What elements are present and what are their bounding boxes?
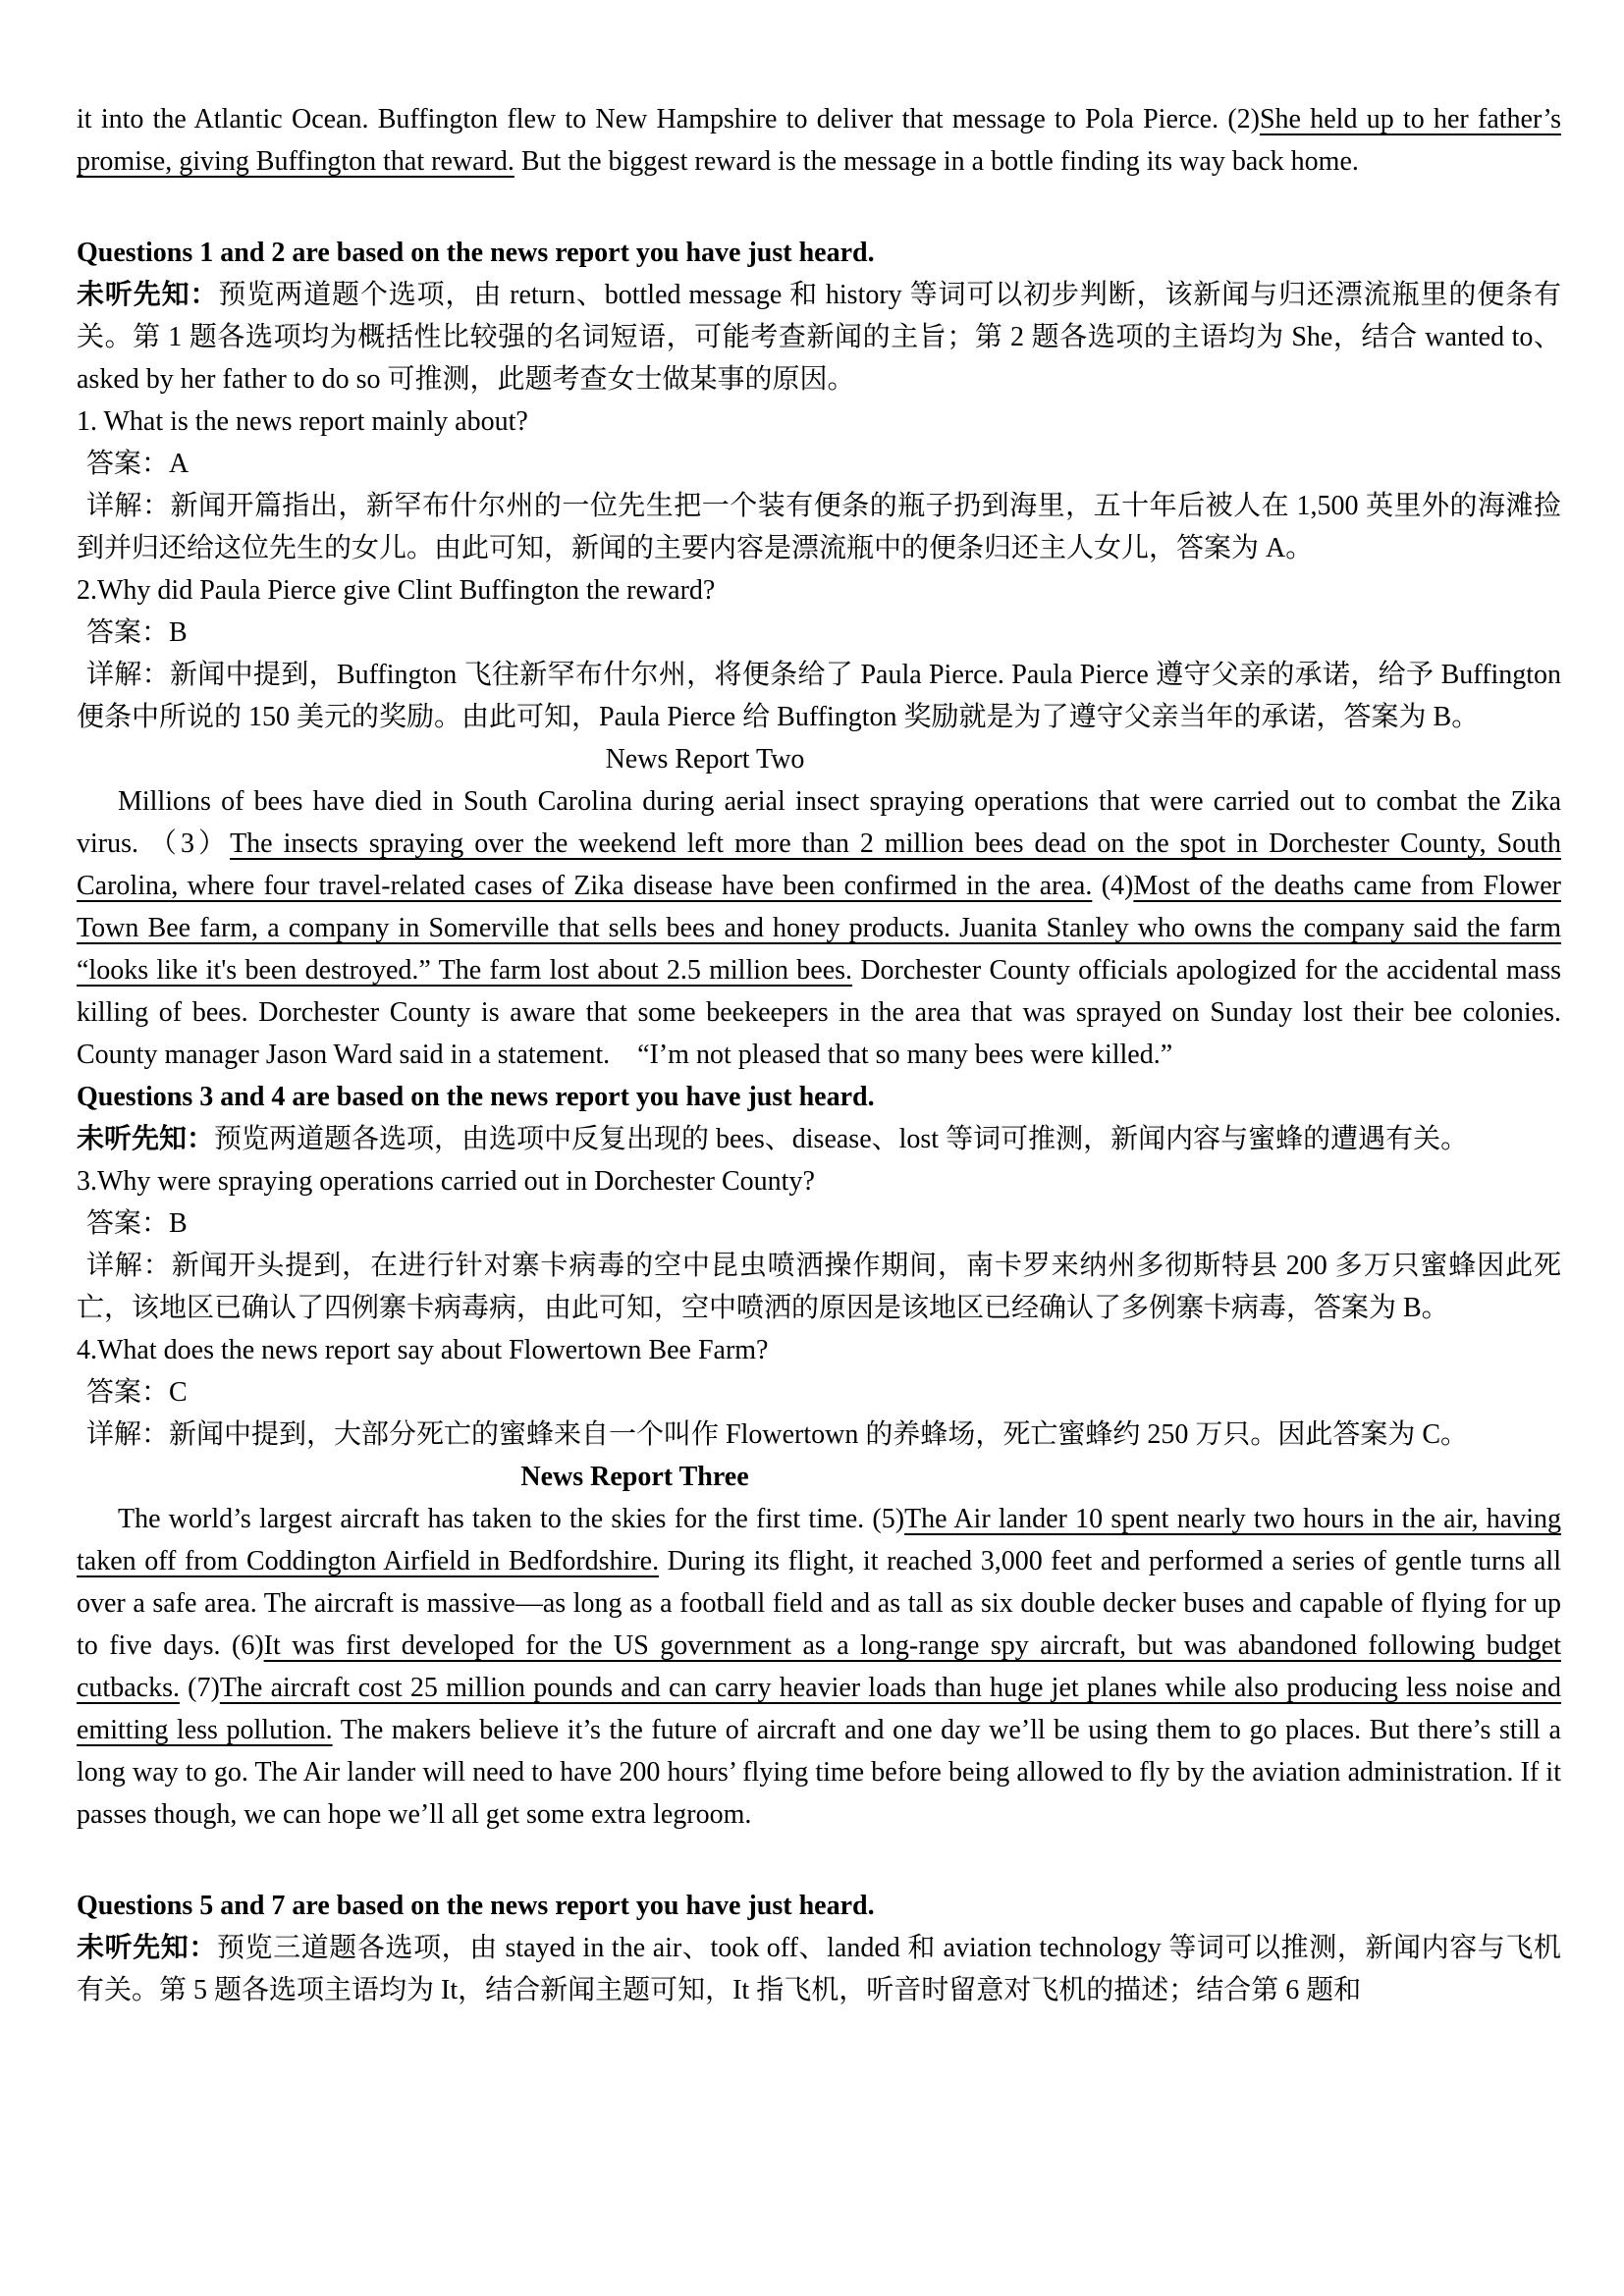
question-4	[77, 1329, 1561, 1371]
text-run: She held up to her father’s promise, giving Buffington that reward.	[77, 104, 1561, 177]
text-run: 预览两道题各选项，由选项中反复出现的 bees、disease、lost 等词可推测，新闻内容与蜜蜂的遭遇有关。	[214, 1124, 1469, 1154]
question-2	[77, 569, 1561, 612]
text-run: The world’s largest aircraft has taken to the skies for the first time. (5)	[118, 1504, 905, 1534]
answer-3	[77, 1202, 1561, 1245]
questions-3-4-heading	[77, 1076, 1561, 1118]
explanation-2	[77, 654, 1561, 738]
text-run: 4.What does the news report say about Flowertown Bee Farm?	[77, 1335, 769, 1365]
news-report-two-title	[77, 738, 1561, 780]
text-run: It was first developed for the US government as a long-range spy aircraft, but was abandoned following budget cutbacks.	[77, 1630, 1561, 1703]
answer-1	[77, 443, 1561, 485]
text-run: 预览三道题各选项，由 stayed in the air、took off、landed 和 aviation technology 等词可以推测，新闻内容与飞机有关。第 5 题各选项主语均为 It，结合新闻主题可知，It 指飞机，听音时留意对飞机的描述；结合第 6 题和	[77, 1933, 1561, 2005]
questions-5-7-heading	[77, 1885, 1561, 1927]
text-run: 未听先知：	[77, 1933, 217, 1963]
text-run: 答案：B	[86, 617, 188, 648]
question-3	[77, 1160, 1561, 1202]
pre-listening-tip-3	[77, 1927, 1561, 2011]
text-run: it into the Atlantic Ocean. Buffington flew to New Hampshire to deliver that message to Pola Pierce. (2)	[77, 104, 1260, 134]
pre-listening-tip-1	[77, 274, 1561, 400]
question-1	[77, 400, 1561, 443]
text-run: 预览两道题个选项，由 return、bottled message 和 history 等词可以初步判断，该新闻与归还漂流瓶里的便条有关。第 1 题各选项均为概括性比较强的名词短语，可能考查新闻的主旨；第 2 题各选项的主语均为 She，结合 wanted to、asked by her father to do so 可推测，此题考查女士做某事的原因。	[77, 280, 1561, 395]
text-run: But the biggest reward is the message in a bottle finding its way back home.	[514, 146, 1359, 177]
text-run: Most of the deaths came from Flower Town Bee farm, a company in Somerville that sells bees and honey products. Juanita Stanley who owns the company said the farm “looks like it's been destroyed.” The farm lost about 2.5 million bees.	[77, 871, 1562, 986]
text-run: 1. What is the news report mainly about?	[77, 406, 528, 437]
text-run: (4)	[1092, 871, 1134, 901]
questions-1-2-heading	[77, 232, 1561, 274]
text-run: 未听先知：	[77, 280, 219, 310]
news-report-two-paragraph	[77, 780, 1561, 1076]
news-report-one-continuation-paragraph	[77, 98, 1561, 183]
text-run: 详解：新闻中提到，Buffington 飞往新罕布什尔州，将便条给了 Paula Pierce. Paula Pierce 遵守父亲的承诺，给予 Buffington 便条中所说的 150 美元的奖励。由此可知，Paula Pierce 给 Buffington 奖励就是为了遵守父亲当年的承诺，答案为 B。	[77, 660, 1561, 732]
text-run: The insects spraying over the weekend left more than 2 million bees dead on the spot in Dorchester County, South Carolina, where four travel-related cases of Zika disease have been confirmed in the area.	[77, 828, 1561, 901]
answer-4	[77, 1371, 1561, 1414]
text-run: 详解：新闻开篇指出，新罕布什尔州的一位先生把一个装有便条的瓶子扔到海里，五十年后被人在 1,500 英里外的海滩捡到并归还给这位先生的女儿。由此可知，新闻的主要内容是漂流瓶中的便条归还主人女儿，答案为 A。	[77, 491, 1561, 563]
text-run: During its flight, it reached 3,000 feet and performed a series of gentle turns all over a safe area. The aircraft is massive—as long as a football field and as tall as six double decker buses and capable of flying for up to five days. (6)	[77, 1546, 1561, 1661]
text-run: News Report Two	[605, 744, 805, 774]
text-run: 未听先知：	[77, 1124, 215, 1154]
answer-2	[77, 612, 1561, 654]
text-run: 答案：A	[86, 449, 189, 479]
news-report-three-title	[77, 1456, 1561, 1498]
text-run: Questions 3 and 4 are based on the news report you have just heard.	[77, 1082, 875, 1112]
text-run: Questions 1 and 2 are based on the news report you have just heard.	[77, 238, 875, 268]
text-run: The makers believe it’s the future of aircraft and one day we’ll be using them to go places. But there’s still a long way to go. The Air lander will need to have 200 hours’ flying time before being allowed to fly by the aviation administration. If it passes though, we can hope we’ll all get some extra legroom.	[77, 1715, 1561, 1830]
text-run: 详解：新闻中提到，大部分死亡的蜜蜂来自一个叫作 Flowertown 的养蜂场，死亡蜜蜂约 250 万只。因此答案为 C。	[86, 1419, 1469, 1450]
text-run: 答案：B	[86, 1208, 188, 1239]
text-run: The aircraft cost 25 million pounds and can carry heavier loads than huge jet planes while also producing less noise and emitting less pollution.	[77, 1673, 1561, 1745]
text-run: 答案：C	[86, 1377, 188, 1408]
explanation-3	[77, 1245, 1561, 1329]
blank-line	[77, 183, 1561, 232]
text-run: Millions of bees have died in South Carolina during aerial insect spraying operations that were carried out to combat the Zika virus. （3）	[77, 786, 1561, 859]
text-run: 详解：新闻开头提到，在进行针对寨卡病毒的空中昆虫喷洒操作期间，南卡罗来纳州多彻斯特县 200 多万只蜜蜂因此死亡，该地区已确认了四例寨卡病毒病，由此可知，空中喷洒的原因是该地区已经确认了多例寨卡病毒，答案为 B。	[77, 1251, 1561, 1323]
text-run: 3.Why were spraying operations carried out in Dorchester County?	[77, 1166, 815, 1197]
text-run: 2.Why did Paula Pierce give Clint Buffington the reward?	[77, 575, 716, 606]
text-run: (7)	[179, 1673, 220, 1703]
text-run: The Air lander 10 spent nearly two hours in the air, having taken off from Coddington Airfield in Bedfordshire.	[77, 1504, 1562, 1576]
blank-line	[77, 1836, 1561, 1885]
pre-listening-tip-2	[77, 1118, 1561, 1160]
news-report-three-paragraph	[77, 1498, 1561, 1836]
text-run: Dorchester County officials apologized for the accidental mass killing of bees. Dorchester County is aware that some beekeepers in the area that was sprayed on Sunday lost their bee colonies. County manager Jason Ward said in a statement. “I’m not pleased that so many bees were killed.”	[77, 955, 1561, 1070]
text-run: Questions 5 and 7 are based on the news report you have just heard.	[77, 1891, 875, 1921]
text-run: News Report Three	[520, 1462, 749, 1492]
explanation-4	[77, 1414, 1561, 1456]
explanation-1	[77, 485, 1561, 569]
